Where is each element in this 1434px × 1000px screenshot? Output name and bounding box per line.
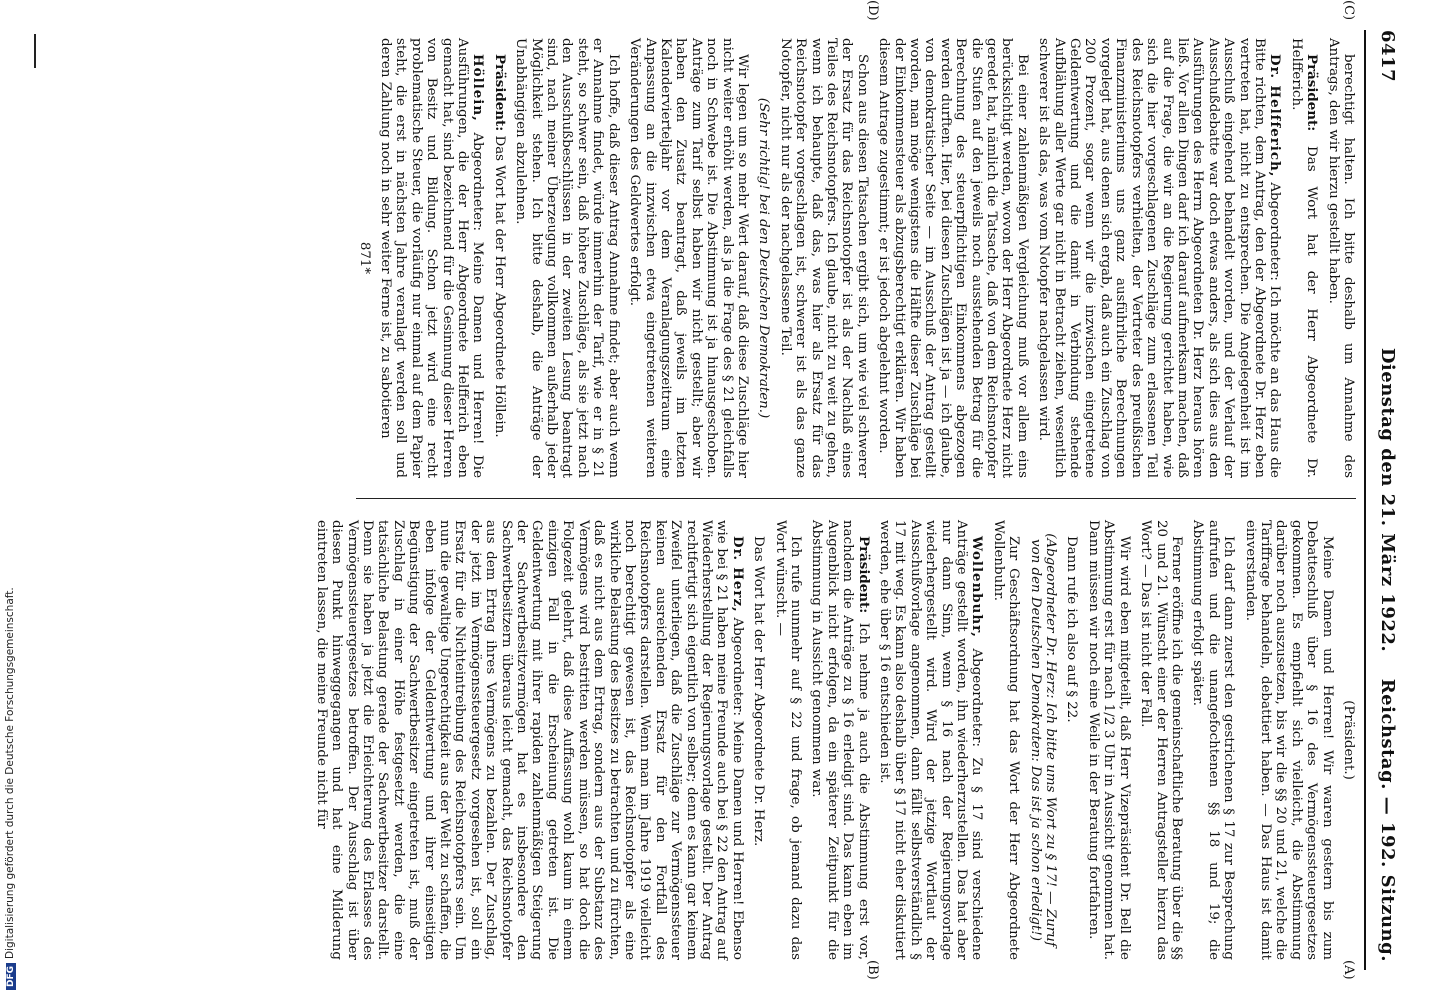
session-date: Dienstag den 21. März 1922.: [1377, 347, 1398, 653]
margin-mark-a: (A): [1341, 960, 1356, 980]
speech-president: [809, 520, 871, 960]
paragraph: Wir legen um so mehr Wert darauf, daß diese Zuschläge hier nicht weiter erhöht werden, als ja die Frage des § 21 gleichfalls noch in Schwebe ist. Die Abstimmung ist ja hinausgeschoben. Anträge zum Tarif selbst haben wir nicht gestellt; aber wir haben den Zusatz beantragt, daß jeweils im letzten Kalendervierteljahr vor dem Veranlagungszeitraum eine Anpassung an die inzwischen etwa eingetretenen weiteren Veränderungen des Geldwertes erfolgt.: [627, 38, 750, 478]
paragraph: Meine Damen und Herren! Wir waren gestern bis zum Debatteschluß über § 16 des Vermögenssteuergesetzes gekommen. Es empfiehlt sich vielleicht, die Abstimmung darüber noch auszusetzen, bis wir die §§ 20 und 21, welche die Tariffrage behandeln, debattiert haben. — Das Haus ist damit einverstanden.: [1242, 520, 1335, 960]
right-text-column: [350, 38, 1356, 478]
speech-herz: [313, 520, 744, 960]
scan-artifact-mark: [34, 34, 36, 68]
speech-text: Das Wort hat der Herr Abgeordnete Höllein.: [491, 135, 507, 438]
speaker-name: Präsident:: [491, 54, 508, 132]
margin-mark-c: (C): [1341, 0, 1356, 21]
paragraph: berechtigt halten. Ich bitte deshalb um Annahme des Antrags, den wir hierzu gestellt haben.: [1325, 38, 1356, 478]
speech-text: Abgeordneter: Ich möchte an das Haus die Bitte richten, dem Antrag, den der Abgeordnete Dr. Herz eben vertreten hat, nicht zu entsprechen. Die Angelegenheit ist im Ausschuß eingehend behandelt worden, und der Verlauf der Ausschußdebatte war doch etwas anders, als sich dies aus den Ausführungen des Herrn Abgeordneten Dr. Herz heraus hören ließ. Vor allen Dingen darf ich darauf aufmerksam machen, daß auf die Frage, die wir an die Regierung gerichtet haben, wie sich die hier vorgeschlagenen Zuschläge zum erlassenen Teil des Reichsnotopfers verhielten, der Vertreter des preußischen Finanzministeriums uns ganz ausführliche Berechnungen vorgelegt hat, aus denen sich ergab, daß auch ein Zuschlag von 200 Prozent, sogar wenn wir die inzwischen eingetretene Geldentwertung und die damit in Verbindung stehende Aufblähung aller Werte gar nicht in Betracht ziehen, wesentlich schwerer ist als das, was vom Notopfer nachgelassen wird.: [1036, 38, 1283, 478]
interjection: (Sehr richtig! bei den Deutschen Demokraten.): [756, 97, 772, 419]
signature-mark: 871*: [356, 241, 372, 275]
session-title: Reichstag. — 192. Sitzung.: [1377, 678, 1398, 962]
president-bracket: (Präsident.): [1341, 700, 1356, 780]
column-divider: [356, 498, 1356, 499]
speaker-name: Höllein,: [470, 54, 487, 122]
paragraph: Bei einer zahlenmäßigen Vergleichung muß vor allem eins berücksichtigt werden, wovon der Herr Abgeordnete Herz nicht geredet hat, nämlich die Tatsache, daß von dem Reichsnotopfer die Stufen auf den jeweils noch ausstehenden Betrag für die Berechnung des steuerpflichtigen Einkommens abgezogen werden durften. Hier, bei diesen Zuschlägen ist ja — ich glaube, von demokratischer Seite — im Ausschuß der Antrag gestellt worden, man möge wenigstens die Hälfte dieser Zuschläge bei der Einkommensteuer als abzugsberechtigt erklären. Wir haben diesem Antrage zugestimmt; er ist jedoch abgelehnt worden.: [876, 38, 1030, 478]
credit-text: Digitalisierung gefördert durch die Deutsche Forschungsgemeinschaft.: [4, 587, 16, 959]
digitization-credit: [4, 587, 16, 990]
speaker-name: Präsident:: [1304, 54, 1321, 132]
speech-text: Das Wort hat der Herr Abgeordnete Dr. Helfferich.: [1288, 38, 1320, 478]
paragraph: Ich darf dann zuerst den gestrichenen § 17 zur Besprechung aufrufen und die unangefochtenen §§ 18 und 19; die Abstimmung erfolgt später.: [1190, 520, 1237, 960]
speaker-name: Präsident:: [855, 536, 872, 614]
paragraph: Dann rufe ich also auf § 22.: [1064, 536, 1080, 723]
rotated-page-content: [70, 0, 1400, 980]
speech-text: Ich nehme ja auch die Abstimmung erst vor, nachdem die Anträge zu § 16 erledigt sind. Das kann eben im Augenblick nicht erfolgen, da ein späterer Zeitpunkt für die Abstimmung in Aussicht genommen war.: [809, 520, 871, 960]
page-number: 6417: [1377, 30, 1398, 83]
speech-helfferich: [1036, 38, 1283, 478]
page-header: [1364, 30, 1400, 970]
speech-text: Abgeordneter: Meine Damen und Herren! Die Ausführungen, die der Herr Abgeordnete Helfferich eben gemacht hat, sind bezeichnend für die Gesinnung dieser Herren von Besitz und Bildung. Schon jetzt wird eine recht problematische Steuer, die vorläufig nur einmal auf dem Papier steht, die erst in nächsten Jahre veranlagt werden soll und deren Zahlung noch in sehr weiter Ferne ist, zu sabotieren: [378, 38, 486, 478]
speech-president: [491, 38, 506, 478]
margin-mark-b: (B): [865, 960, 880, 980]
paragraph: Das Wort hat der Herr Abgeordnete Dr. Herz.: [751, 536, 767, 847]
speaker-name: Dr. Helfferich,: [1267, 54, 1284, 178]
paragraph: Schon aus diesen Tatsachen ergibt sich, um wie viel schwerer der Ersatz für das Reichsnotopfer ist als der Nachlaß eines Teiles des Reichsnotopfers. Ich glaube, nicht zu weit zu gehen, wenn ich behaupte, daß das, was hier als Ersatz für das Reichsnotopfer vorgeschlagen ist, schwerer ist als das ganze Notopfer, nicht nur als der nachgelassene Teil.: [777, 38, 870, 478]
left-text-column: [307, 520, 1356, 960]
paragraph: Ich rufe nunmehr auf § 22 und frage, ob jemand dazu das Wort wünscht. —: [772, 520, 803, 960]
speech-text: Abgeordneter: Meine Damen und Herren! Ebenso wie bei § 21 haben meine Freunde auch bei § 22 den Antrag auf Wiederherstellung der Regierungsvorlage gestellt. Der Antrag rechtfertigt sich eigentlich von selber; denn es kann gar keinem Zweifel unterliegen, daß die Zuschläge zur Vermögenssteuer keinen ausreichenden Ersatz für den Fortfall des Reichsnotopfers darstellen. Wenn man im Jahre 1919 vielleicht noch berechtigt gewesen ist, das Reichsnotopfer als eine wirkliche Belastung des Besitzes zu betrachten und zu fürchten, daß es nicht aus dem Ertrag, sondern aus der Substanz des Vermögens wird bestritten werden müssen, so hat doch die Folgezeit gelehrt, daß diese Auffassung wohl kaum in einem einzigen Fall in die Erscheinung getreten ist. Die Geldentwertung mit ihrer rapiden zahlenmäßigen Steigerung der Sachwertbesitzvermögen hat es insbesondere den Sachwertbesitzern überaus leicht gemacht, das Reichsnotopfer aus dem Ertrag ihres Vermögens zu bezahlen. Der Zuschlag, der jetzt im Vermögenssteuergesetz vorgesehen ist, soll ein Ersatz für die Nichteintreibung des Reichsnotopfers sein. Um nun die gewaltige Ungerechtigkeit aus der Welt zu schaffen, die eben infolge der Geldentwertung und ihrer einseitigen Begünstigung der Sachwertbesitzer eingetreten ist, muß der Zuschlag in einer Höhe festgesetzt werden, die eine tatsächliche Belastung gerade der Sachwertbesitzer darstellt. Denn sie haben ja jetzt die Erleichterung des Erlasses des Vermögenssteuergesetzes betroffen. Der Ausschlag ist über diesen Punkt hinweggegangen und hat eine Milderung eintreten lassen, die meine Freunde nicht für: [313, 520, 745, 960]
paragraph: Wir wird eben mitgeteilt, daß Herr Vizepräsident Dr. Bell die Abstimmung erst für nach 1/2 3 Uhr in Aussicht genommen hat. Dann müssen wir noch eine Weile in der Beratung fortfahren.: [1085, 520, 1132, 960]
speech-wollenbuhr: [877, 520, 985, 960]
margin-mark-d: (D): [865, 0, 880, 21]
paragraph: Ich hoffe, daß dieser Antrag Annahme findet; aber auch wenn er Annahme findet, würde immerhin der Tarif, wie er in § 21 steht, so schwer sein, daß höhere Zuschläge, als sie jetzt nach den Ausschußbeschlüssen in der zweiten Lesung beantragt sind, nach meiner Überzeugung vollkommen außerhalb jeder Möglichkeit stehen. Ich bitte deshalb, die Anträge der Unabhängigen abzulehnen.: [513, 38, 621, 478]
speaker-name: Wollenbuhr,: [969, 536, 986, 638]
paragraph: Zur Geschäftsordnung hat das Wort der Herr Abgeordnete Wollenbuhr.: [990, 520, 1022, 960]
dfg-logo: DFG: [6, 963, 16, 990]
interjection: (Abgeordneter Dr. Herz: Ich bitte ums Wort zu § 17! — Zuruf von den Deutschen Demokraten: Das ist ja schon erledigt!): [1027, 533, 1059, 947]
speech-hoellein: [378, 38, 486, 478]
speech-president: [1288, 38, 1319, 478]
paragraph: Ferner eröffne ich die gemeinschaftliche Beratung über die §§ 20 und 21. Wünscht einer der Herren Antragsteller hierzu das Wort? — Das ist nicht der Fall.: [1138, 520, 1184, 960]
speaker-name: Dr. Herz,: [729, 536, 746, 613]
speech-text: Abgeordneter: Zu § 17 sind verschiedene Anträge gestellt worden, ihn wiederherzustellen. Das hat aber nur dann Sinn, wenn § 16 nach der Regierungsvorlage wiederhergestellt wird. Wird der jetzige Wortlaut der Ausschußvorlage angenommen, dann fällt selbstverständlich § 17 mit weg. Es kann also deshalb über § 17 nicht eher diskutiert werden, ehe über § 16 entschieden ist.: [877, 520, 985, 960]
